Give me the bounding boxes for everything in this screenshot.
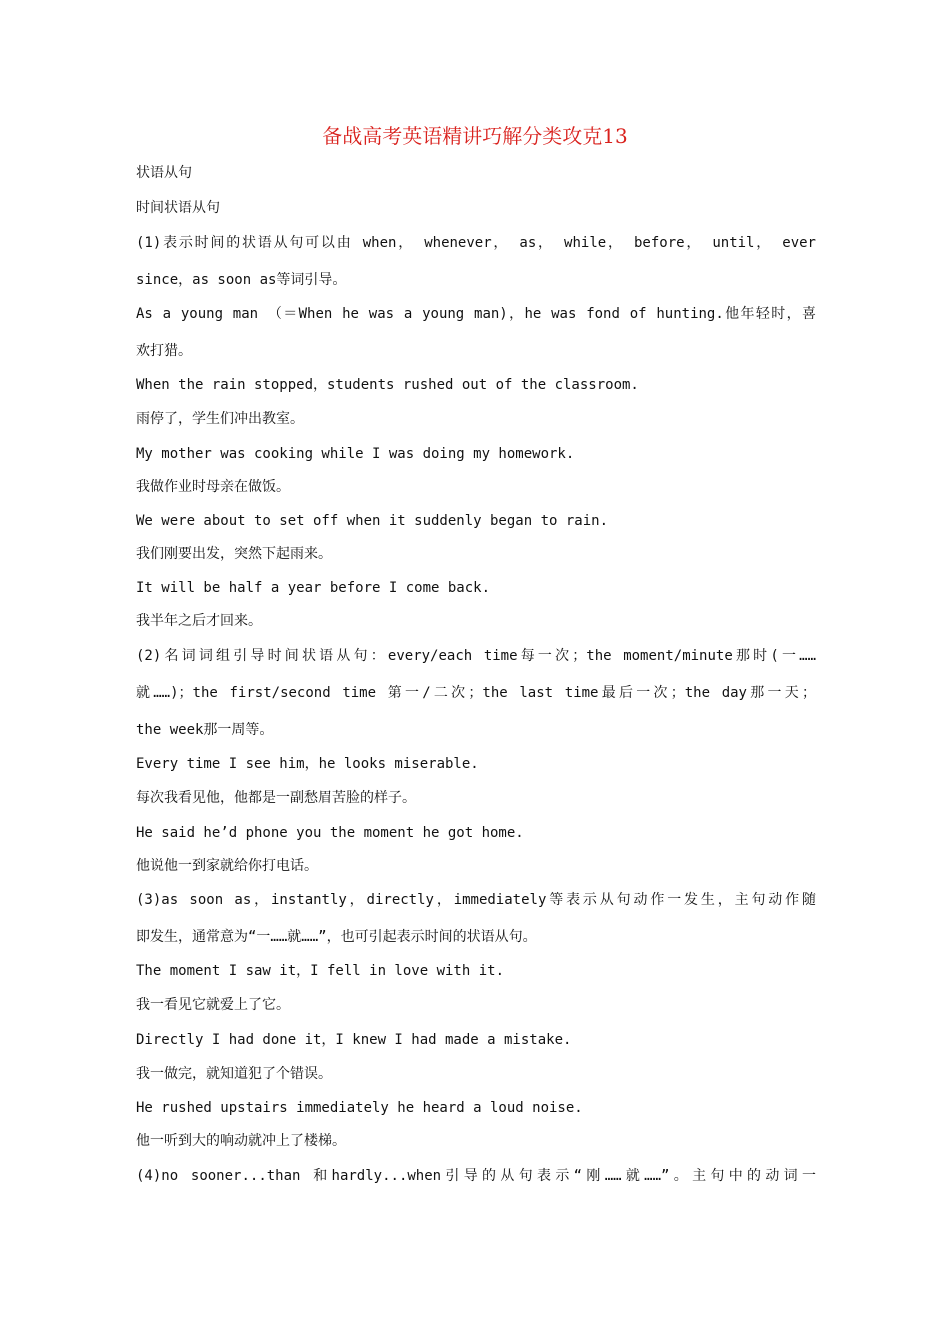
- text-line: 我半年之后才回来。: [136, 613, 262, 629]
- text-line: Directly I had done it，I knew I had made a mistake.: [136, 1032, 572, 1048]
- text-line: (4)no sooner...than 和hardly...when引导的从句表示“刚……就……”。主句中的动词一: [136, 1168, 816, 1184]
- text-line: We were about to set off when it suddenly began to rain.: [136, 513, 609, 529]
- text-line: 我一做完，就知道犯了个错误。: [136, 1066, 332, 1082]
- text-line: 他说他一到家就给你打电话。: [136, 858, 318, 874]
- section-heading: 状语从句: [136, 165, 192, 181]
- subsection-heading: 时间状语从句: [136, 200, 220, 216]
- text-line: 我做作业时母亲在做饭。: [136, 479, 290, 495]
- text-line: 每次我看见他，他都是一副愁眉苦脸的样子。: [136, 790, 416, 806]
- text-line: When the rain stopped，students rushed out of the classroom.: [136, 377, 639, 393]
- text-line: 就……)；the first/second time 第一/二次；the last time最后一次；the day那一天；: [136, 685, 816, 701]
- text-line: (3)as soon as，instantly，directly，immediately等表示从句动作一发生，主句动作随: [136, 892, 816, 908]
- text-line: The moment I saw it，I fell in love with it.: [136, 963, 505, 979]
- text-line: 即发生，通常意为“一……就……”，也可引起表示时间的状语从句。: [136, 929, 537, 945]
- text-line: He rushed upstairs immediately he heard a loud noise.: [136, 1100, 583, 1116]
- text-line: It will be half a year before I come back.: [136, 580, 491, 596]
- text-line: He said he’d phone you the moment he got home.: [136, 825, 524, 841]
- text-line: 欢打猎。: [136, 343, 192, 359]
- text-line: As a young man （＝When he was a young man)，he was fond of hunting.他年轻时，喜: [136, 306, 816, 322]
- text-line: 雨停了，学生们冲出教室。: [136, 411, 304, 427]
- text-line: Every time I see him，he looks miserable.: [136, 756, 479, 772]
- text-line: 他一听到大的响动就冲上了楼梯。: [136, 1133, 346, 1149]
- text-line: the week那一周等。: [136, 722, 274, 738]
- text-line: 我们刚要出发，突然下起雨来。: [136, 546, 332, 562]
- text-line: 我一看见它就爱上了它。: [136, 997, 290, 1013]
- document-title: 备战高考英语精讲巧解分类攻克13: [322, 124, 628, 148]
- text-line: My mother was cooking while I was doing my homework.: [136, 446, 575, 462]
- text-line: (1)表示时间的状语从句可以由 when， whenever， as， while， before， until， ever: [136, 235, 816, 251]
- text-line: since，as soon as等词引导。: [136, 272, 347, 288]
- text-line: (2)名词词组引导时间状语从句：every/each time每一次；the moment/minute那时(一……: [136, 648, 816, 664]
